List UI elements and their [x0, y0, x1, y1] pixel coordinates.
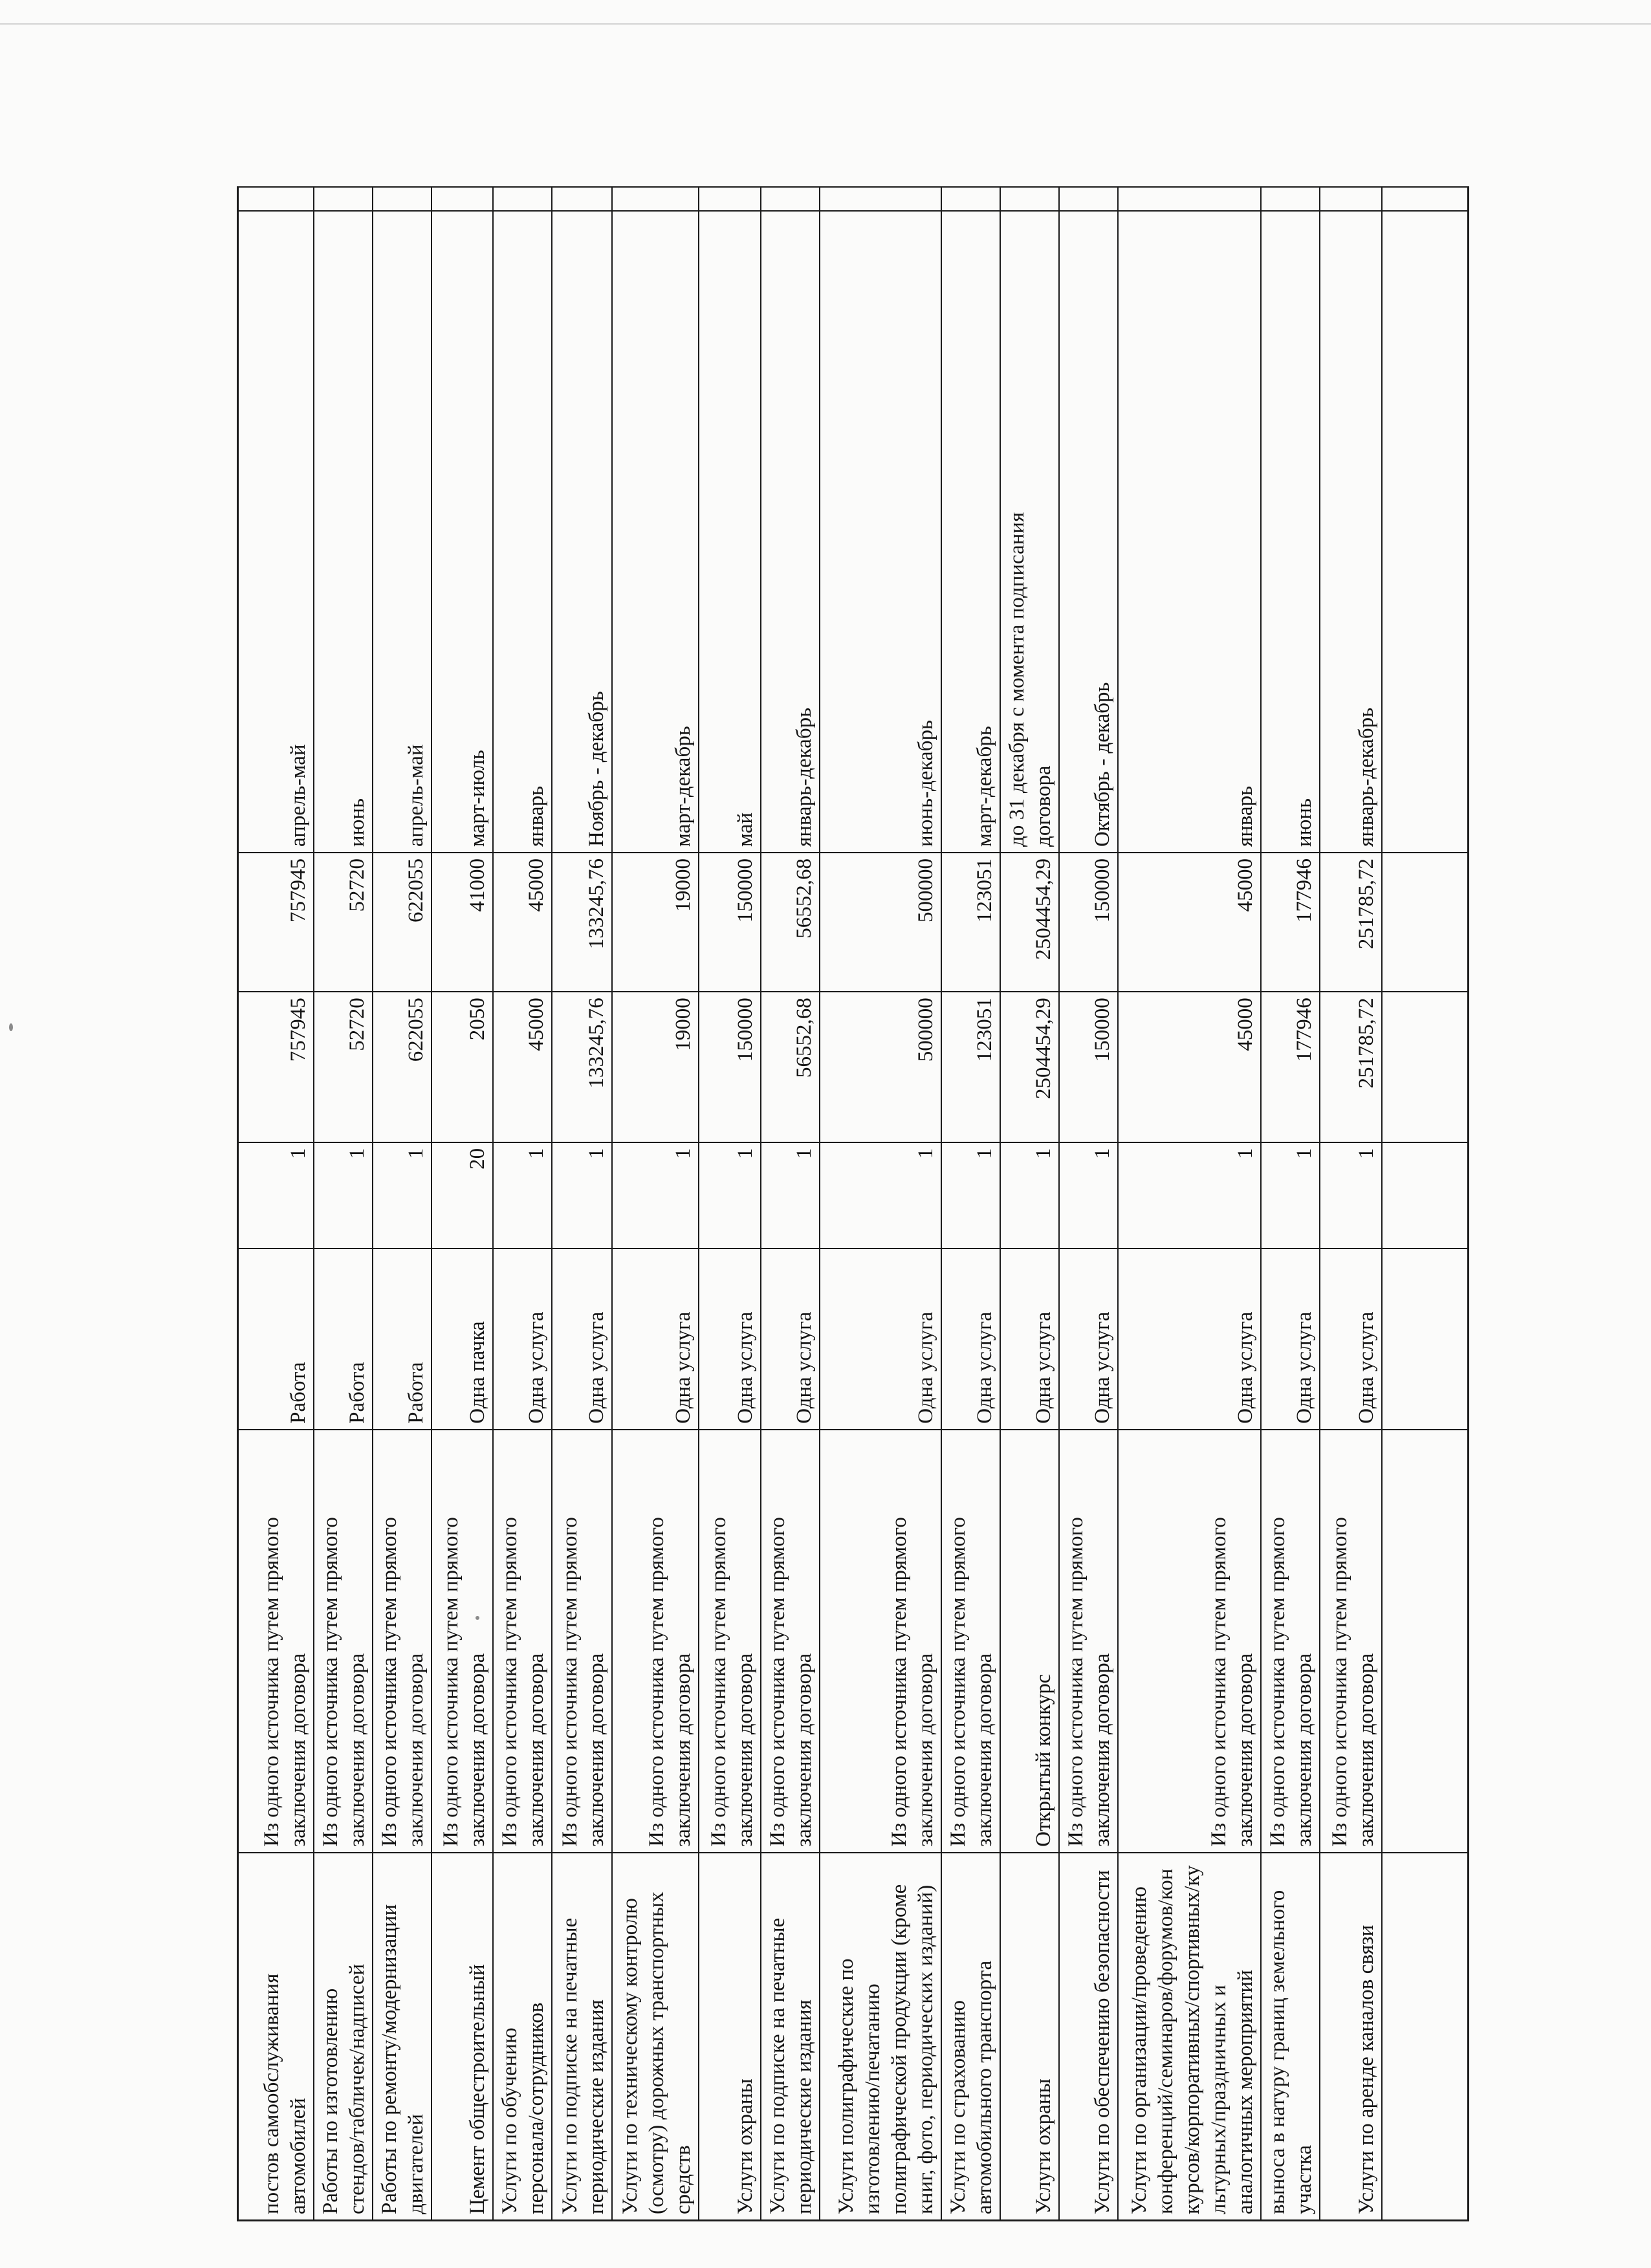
cell-period: до 31 декабря с момента подписания договора	[1001, 210, 1058, 852]
cell-quantity: 1	[373, 1142, 431, 1248]
procurement-plan-table	[237, 186, 1469, 2221]
table-row	[1119, 186, 1262, 2219]
cell-unit-price: 251785,72	[1320, 991, 1381, 1142]
cell-period: июнь	[1262, 210, 1319, 852]
cell-empty	[1383, 210, 1467, 852]
cell-procurement-method: Из одного источника путем прямого заключения договора	[613, 1429, 698, 1852]
cell-item-name: Услуги по подписке на печатные периодические издания	[552, 1852, 611, 2219]
cell-period: март-декабрь	[942, 210, 1000, 852]
cell-unit-price: 133245,76	[552, 991, 611, 1142]
cell-item-name: Работы по изготовлению стендов/табличек/надписей	[314, 1852, 372, 2219]
cell-total-sum: 150000	[1060, 852, 1117, 991]
cell-unit-price: 150000	[1060, 991, 1117, 1142]
cell-unit: Работа	[373, 1248, 431, 1429]
cell-unit: Работа	[314, 1248, 372, 1429]
table-row	[699, 186, 761, 2219]
cell-item-name: Услуги охраны	[699, 1852, 760, 2219]
scan-edge-line	[0, 23, 1651, 25]
table-row	[761, 186, 820, 2219]
cell-extra	[552, 186, 611, 210]
cell-period: апрель-май	[239, 210, 313, 852]
cell-unit: Одна услуга	[1001, 1248, 1058, 1429]
cell-unit: Одна услуга	[820, 1248, 941, 1429]
cell-extra	[314, 186, 372, 210]
cell-period: март-июль	[432, 210, 492, 852]
cell-total-sum: 251785,72	[1320, 852, 1381, 991]
table-row	[239, 186, 314, 2219]
cell-total-sum: 150000	[699, 852, 760, 991]
cell-procurement-method: Из одного источника путем прямого заключения договора	[494, 1429, 551, 1852]
cell-unit-price: 622055	[373, 991, 431, 1142]
table-row-blank	[1383, 186, 1469, 2219]
cell-procurement-method: Из одного источника путем прямого заключения договора	[1060, 1429, 1117, 1852]
cell-total-sum: 177946	[1262, 852, 1319, 991]
cell-period: июнь-декабрь	[820, 210, 941, 852]
cell-unit-price: 177946	[1262, 991, 1319, 1142]
cell-period: Октябрь - декабрь	[1060, 210, 1117, 852]
cell-period: январь-декабрь	[1320, 210, 1381, 852]
cell-procurement-method: Из одного источника путем прямого заключения договора	[820, 1429, 941, 1852]
cell-extra	[761, 186, 819, 210]
cell-period: март-декабрь	[613, 210, 698, 852]
cell-item-name: Услуги по страхованию автомобильного транспорта	[942, 1852, 1000, 2219]
table-row	[942, 186, 1001, 2219]
cell-item-name: постов самообслуживания автомобилей	[239, 1852, 313, 2219]
table-row	[820, 186, 942, 2219]
document-sheet	[237, 186, 1469, 2221]
cell-total-sum: 123051	[942, 852, 1000, 991]
cell-procurement-method: Из одного источника путем прямого заключения договора	[942, 1429, 1000, 1852]
cell-extra	[1262, 186, 1319, 210]
cell-quantity: 1	[1262, 1142, 1319, 1248]
cell-procurement-method: Из одного источника путем прямого заключения договора	[699, 1429, 760, 1852]
cell-unit: Одна пачка	[432, 1248, 492, 1429]
cell-extra	[1060, 186, 1117, 210]
cell-procurement-method: Из одного источника путем прямого заключения договора	[552, 1429, 611, 1852]
cell-unit: Одна услуга	[552, 1248, 611, 1429]
cell-empty	[1383, 852, 1467, 991]
cell-quantity: 1	[820, 1142, 941, 1248]
table-row	[373, 186, 432, 2219]
cell-item-name: Услуги по техническому контролю (осмотру) дорожных транспортных средств	[613, 1852, 698, 2219]
cell-item-name: Услуги по организации/проведению конференций/семинаров/форумов/кон курсов/корпоративных/спортивных/ку льтурных/праздничных и аналогичных мероприятий	[1119, 1852, 1260, 2219]
cell-unit-price: 19000	[613, 991, 698, 1142]
scan-speck	[9, 1023, 13, 1031]
cell-quantity: 1	[942, 1142, 1000, 1248]
cell-item-name: Услуги полиграфические по изготовлению/печатанию полиграфической продукции (кроме книг, фото, периодических изданий)	[820, 1852, 941, 2219]
cell-quantity: 1	[613, 1142, 698, 1248]
cell-procurement-method: Из одного источника путем прямого заключения договора	[432, 1429, 492, 1852]
cell-unit-price: 757945	[239, 991, 313, 1142]
cell-unit: Одна услуга	[1262, 1248, 1319, 1429]
cell-total-sum: 2504454,29	[1001, 852, 1058, 991]
cell-extra	[1119, 186, 1260, 210]
cell-period: январь-декабрь	[761, 210, 819, 852]
cell-unit-price: 52720	[314, 991, 372, 1142]
cell-quantity: 1	[1060, 1142, 1117, 1248]
cell-procurement-method: Из одного источника путем прямого заключения договора	[239, 1429, 313, 1852]
table-row	[314, 186, 373, 2219]
table-row	[432, 186, 494, 2219]
cell-unit-price: 500000	[820, 991, 941, 1142]
cell-total-sum: 45000	[494, 852, 551, 991]
cell-item-name: Услуги охраны	[1001, 1852, 1058, 2219]
cell-period: Ноябрь - декабрь	[552, 210, 611, 852]
cell-item-name: Услуги по обучению персонала/сотрудников	[494, 1852, 551, 2219]
cell-extra	[699, 186, 760, 210]
cell-empty	[1383, 1852, 1467, 2219]
cell-total-sum: 56552,68	[761, 852, 819, 991]
cell-item-name: Услуги по обеспечению безопасности	[1060, 1852, 1117, 2219]
cell-unit-price: 2504454,29	[1001, 991, 1058, 1142]
cell-extra	[1001, 186, 1058, 210]
cell-extra	[942, 186, 1000, 210]
cell-unit-price: 45000	[1119, 991, 1260, 1142]
cell-quantity: 20	[432, 1142, 492, 1248]
cell-unit: Одна услуга	[761, 1248, 819, 1429]
cell-empty	[1383, 186, 1467, 210]
cell-procurement-method: Из одного источника путем прямого заключения договора	[761, 1429, 819, 1852]
cell-total-sum: 622055	[373, 852, 431, 991]
table-row	[1060, 186, 1119, 2219]
cell-item-name: Работы по ремонту/модернизации двигателей	[373, 1852, 431, 2219]
cell-empty	[1383, 1142, 1467, 1248]
cell-procurement-method: Из одного источника путем прямого заключения договора	[314, 1429, 372, 1852]
cell-unit: Работа	[239, 1248, 313, 1429]
cell-procurement-method: Из одного источника путем прямого заключения договора	[1320, 1429, 1381, 1852]
cell-total-sum: 19000	[613, 852, 698, 991]
table-row	[1320, 186, 1383, 2219]
cell-total-sum: 52720	[314, 852, 372, 991]
cell-extra	[239, 186, 313, 210]
cell-total-sum: 500000	[820, 852, 941, 991]
cell-period: апрель-май	[373, 210, 431, 852]
cell-empty	[1383, 1248, 1467, 1429]
cell-total-sum: 133245,76	[552, 852, 611, 991]
cell-extra	[820, 186, 941, 210]
cell-extra	[373, 186, 431, 210]
cell-unit-price: 56552,68	[761, 991, 819, 1142]
cell-quantity: 1	[552, 1142, 611, 1248]
cell-period: январь	[1119, 210, 1260, 852]
cell-unit-price: 150000	[699, 991, 760, 1142]
cell-unit-price: 123051	[942, 991, 1000, 1142]
cell-item-name: Услуги по аренде каналов связи	[1320, 1852, 1381, 2219]
cell-quantity: 1	[1320, 1142, 1381, 1248]
cell-unit-price: 2050	[432, 991, 492, 1142]
cell-quantity: 1	[761, 1142, 819, 1248]
cell-unit: Одна услуга	[699, 1248, 760, 1429]
cell-quantity: 1	[1001, 1142, 1058, 1248]
cell-unit: Одна услуга	[1060, 1248, 1117, 1429]
cell-quantity: 1	[239, 1142, 313, 1248]
cell-quantity: 1	[1119, 1142, 1260, 1248]
cell-procurement-method: Открытый конкурс	[1001, 1429, 1058, 1852]
cell-quantity: 1	[314, 1142, 372, 1248]
table-row	[1262, 186, 1320, 2219]
cell-unit: Одна услуга	[494, 1248, 551, 1429]
cell-item-name: Цемент общестроительный	[432, 1852, 492, 2219]
cell-quantity: 1	[699, 1142, 760, 1248]
cell-extra	[432, 186, 492, 210]
cell-item-name: выноса в натуру границ земельного участка	[1262, 1852, 1319, 2219]
cell-period: июнь	[314, 210, 372, 852]
cell-unit: Одна услуга	[1320, 1248, 1381, 1429]
table-row	[552, 186, 613, 2219]
cell-quantity: 1	[494, 1142, 551, 1248]
cell-period: май	[699, 210, 760, 852]
table-row	[613, 186, 699, 2219]
cell-extra	[494, 186, 551, 210]
cell-empty	[1383, 991, 1467, 1142]
cell-extra	[613, 186, 698, 210]
cell-item-name: Услуги по подписке на печатные периодические издания	[761, 1852, 819, 2219]
cell-period: январь	[494, 210, 551, 852]
cell-total-sum: 757945	[239, 852, 313, 991]
cell-empty	[1383, 1429, 1467, 1852]
cell-procurement-method: Из одного источника путем прямого заключения договора	[373, 1429, 431, 1852]
cell-procurement-method: Из одного источника путем прямого заключения договора	[1119, 1429, 1260, 1852]
cell-unit: Одна услуга	[613, 1248, 698, 1429]
table-row	[494, 186, 552, 2219]
cell-procurement-method: Из одного источника путем прямого заключения договора	[1262, 1429, 1319, 1852]
cell-total-sum: 45000	[1119, 852, 1260, 991]
cell-unit: Одна услуга	[942, 1248, 1000, 1429]
cell-extra	[1320, 186, 1381, 210]
cell-unit-price: 45000	[494, 991, 551, 1142]
cell-unit: Одна услуга	[1119, 1248, 1260, 1429]
table-row	[1001, 186, 1060, 2219]
cell-total-sum: 41000	[432, 852, 492, 991]
